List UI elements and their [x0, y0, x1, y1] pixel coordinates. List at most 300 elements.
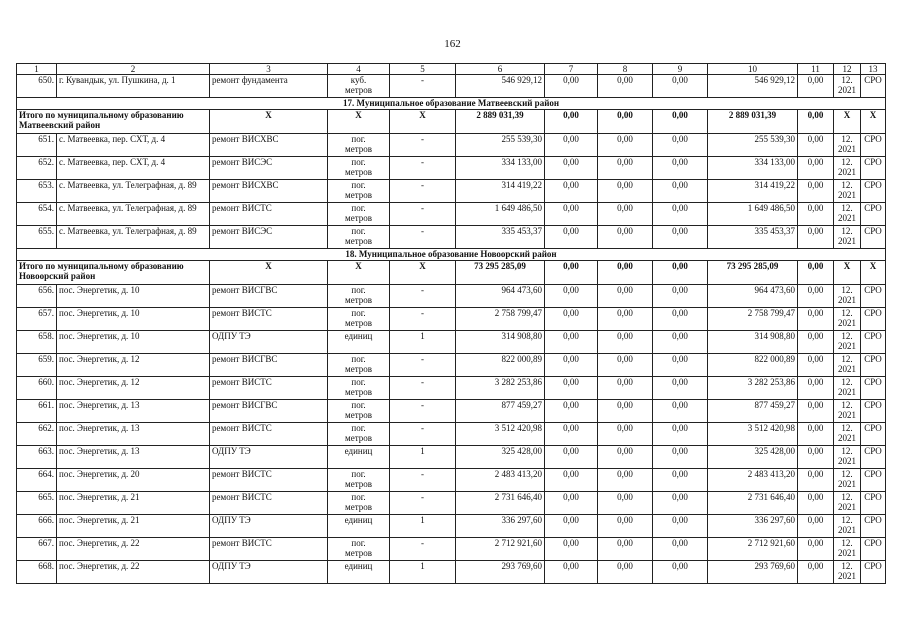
cost-col10: 335 453,37 — [708, 226, 798, 249]
cost-col10: 2 758 799,47 — [708, 308, 798, 331]
total-row — [17, 110, 886, 134]
unit — [328, 377, 390, 400]
work-type: ремонт ВИСЭС — [210, 157, 328, 180]
funding-source: СРО — [861, 157, 886, 180]
funding-source: СРО — [861, 134, 886, 157]
amount-zero: 0,00 — [653, 226, 708, 249]
term-line: 12. — [841, 354, 853, 364]
address: пос. Энергетик, д. 13 — [57, 400, 210, 423]
quantity: - — [390, 469, 456, 492]
unit — [328, 400, 390, 423]
cost-col10: 325 428,00 — [708, 446, 798, 469]
row-number: 650. — [17, 75, 57, 98]
amount-zero: 0,00 — [598, 203, 653, 226]
unit — [328, 157, 390, 180]
term-line: 2021 — [838, 341, 856, 351]
work-type: ремонт ВИСТС — [210, 492, 328, 515]
funding-source: СРО — [861, 561, 886, 584]
unit-line: метров — [345, 85, 372, 95]
amount-zero: 0,00 — [653, 561, 708, 584]
work-type: ОДПУ ТЭ — [210, 515, 328, 538]
total-amount-col10: 73 295 285,09 — [708, 261, 798, 285]
amount-zero: 0,00 — [545, 515, 598, 538]
column-number-row — [17, 64, 886, 75]
amount-zero: 0,00 — [653, 203, 708, 226]
page-number: 162 — [444, 38, 461, 50]
amount-zero: 0,00 — [545, 157, 598, 180]
total-cost: 546 929,12 — [456, 75, 545, 98]
table-row — [17, 134, 886, 157]
total-cost: 325 428,00 — [456, 446, 545, 469]
amount-zero: 0,00 — [653, 134, 708, 157]
amount-zero: 0,00 — [653, 75, 708, 98]
term-line: 2021 — [838, 213, 856, 223]
row-number: 655. — [17, 226, 57, 249]
term-line: 12. — [841, 180, 853, 190]
unit-line: единиц — [344, 515, 373, 525]
column-number-10: 10 — [708, 64, 798, 75]
funding-source: СРО — [861, 203, 886, 226]
term-line: 2021 — [838, 364, 856, 374]
row-number: 654. — [17, 203, 57, 226]
unit — [328, 423, 390, 446]
amount-zero: 0,00 — [545, 180, 598, 203]
term-line: 12. — [841, 446, 853, 456]
amount-zero: 0,00 — [598, 75, 653, 98]
unit-line: метров — [345, 167, 372, 177]
term-line: 12. — [841, 423, 853, 433]
amount-zero: 0,00 — [598, 285, 653, 308]
amount-zero: 0,00 — [598, 377, 653, 400]
amount-zero: 0,00 — [598, 180, 653, 203]
table-row — [17, 446, 886, 469]
total-cost: 314 908,80 — [456, 331, 545, 354]
work-type: ремонт ВИСТС — [210, 469, 328, 492]
total-cost: 2 731 646,40 — [456, 492, 545, 515]
table-row — [17, 400, 886, 423]
unit-line: куб. — [350, 75, 367, 85]
address: пос. Энергетик, д. 10 — [57, 308, 210, 331]
address: с. Матвеевка, ул. Телеграфная, д. 89 — [57, 226, 210, 249]
address: с. Матвеевка, пер. СХТ, д. 4 — [57, 134, 210, 157]
term-line: 12. — [841, 469, 853, 479]
column-number-2: 2 — [57, 64, 210, 75]
unit-line: пог. — [351, 469, 366, 479]
amount-zero: 0,00 — [798, 285, 834, 308]
total-cost: 255 539,30 — [456, 134, 545, 157]
unit-line: метров — [345, 236, 372, 246]
quantity: - — [390, 285, 456, 308]
row-number: 665. — [17, 492, 57, 515]
unit — [328, 446, 390, 469]
unit-line: пог. — [351, 492, 366, 502]
address: г. Кувандык, ул. Пушкина, д. 1 — [57, 75, 210, 98]
funding-source: СРО — [861, 308, 886, 331]
funding-source: СРО — [861, 75, 886, 98]
quantity: - — [390, 538, 456, 561]
total-cost: 335 453,37 — [456, 226, 545, 249]
amount-zero: 0,00 — [545, 308, 598, 331]
unit — [328, 180, 390, 203]
column-number-7: 7 — [545, 64, 598, 75]
completion-term — [834, 377, 861, 400]
quantity: - — [390, 180, 456, 203]
amount-zero: 0,00 — [545, 331, 598, 354]
amount-zero: 0,00 — [798, 423, 834, 446]
amount-zero: 0,00 — [598, 261, 653, 285]
row-number: 664. — [17, 469, 57, 492]
amount-zero: 0,00 — [653, 157, 708, 180]
amount-zero: 0,00 — [545, 261, 598, 285]
amount-zero: 0,00 — [545, 285, 598, 308]
unit-line: пог. — [351, 203, 366, 213]
amount-zero: 0,00 — [653, 180, 708, 203]
amount-zero: 0,00 — [798, 226, 834, 249]
amount-zero: 0,00 — [653, 377, 708, 400]
quantity: 1 — [390, 561, 456, 584]
completion-term — [834, 561, 861, 584]
term-line: 2021 — [838, 525, 856, 535]
amount-zero: 0,00 — [545, 561, 598, 584]
repair-schedule-table — [16, 63, 886, 584]
row-number: 659. — [17, 354, 57, 377]
amount-zero: 0,00 — [598, 331, 653, 354]
table-row — [17, 226, 886, 249]
table-row — [17, 308, 886, 331]
amount-zero: 0,00 — [798, 261, 834, 285]
section-heading-row — [17, 98, 886, 110]
column-number-3: 3 — [210, 64, 328, 75]
total-cost: 2 483 413,20 — [456, 469, 545, 492]
address: пос. Энергетик, д. 13 — [57, 446, 210, 469]
total-label: Итого по муниципальному образованию Новоорский район — [17, 261, 210, 285]
work-type: ремонт ВИСТС — [210, 538, 328, 561]
row-number: 658. — [17, 331, 57, 354]
funding-source: СРО — [861, 492, 886, 515]
section-title: 18. Муниципальное образование Новоорский район — [17, 249, 886, 261]
row-number: 667. — [17, 538, 57, 561]
term-line: 2021 — [838, 410, 856, 420]
total-cost: 3 282 253,86 — [456, 377, 545, 400]
quantity: - — [390, 377, 456, 400]
address: пос. Энергетик, д. 20 — [57, 469, 210, 492]
work-type: ремонт ВИСГВС — [210, 354, 328, 377]
funding-source: СРО — [861, 400, 886, 423]
completion-term — [834, 492, 861, 515]
row-number: 660. — [17, 377, 57, 400]
unit-line: метров — [345, 479, 372, 489]
total-cost: 314 419,22 — [456, 180, 545, 203]
cost-col10: 1 649 486,50 — [708, 203, 798, 226]
column-number-12: 12 — [834, 64, 861, 75]
amount-zero: 0,00 — [598, 469, 653, 492]
amount-zero: 0,00 — [545, 226, 598, 249]
unit-line: метров — [345, 144, 372, 154]
cost-col10: 3 512 420,98 — [708, 423, 798, 446]
column-number-5: 5 — [390, 64, 456, 75]
mark-x: Х — [328, 110, 390, 134]
address: пос. Энергетик, д. 10 — [57, 331, 210, 354]
quantity: 1 — [390, 446, 456, 469]
table-row — [17, 285, 886, 308]
table-row — [17, 538, 886, 561]
row-number: 657. — [17, 308, 57, 331]
term-line: 2021 — [838, 295, 856, 305]
table-row — [17, 203, 886, 226]
term-line: 2021 — [838, 571, 856, 581]
amount-zero: 0,00 — [653, 354, 708, 377]
term-line: 2021 — [838, 167, 856, 177]
row-number: 662. — [17, 423, 57, 446]
unit-line: пог. — [351, 538, 366, 548]
amount-zero: 0,00 — [798, 515, 834, 538]
amount-zero: 0,00 — [545, 492, 598, 515]
term-line: 12. — [841, 561, 853, 571]
mark-x: Х — [834, 110, 861, 134]
amount-zero: 0,00 — [798, 400, 834, 423]
amount-zero: 0,00 — [545, 377, 598, 400]
quantity: - — [390, 400, 456, 423]
amount-zero: 0,00 — [653, 423, 708, 446]
row-number: 663. — [17, 446, 57, 469]
term-line: 12. — [841, 331, 853, 341]
completion-term — [834, 226, 861, 249]
quantity: - — [390, 75, 456, 98]
work-type: ремонт ВИСГВС — [210, 285, 328, 308]
unit — [328, 75, 390, 98]
work-type: ремонт ВИСТС — [210, 377, 328, 400]
total-amount-col10: 2 889 031,39 — [708, 110, 798, 134]
unit-line: метров — [345, 364, 372, 374]
work-type: ремонт ВИСХВС — [210, 180, 328, 203]
term-line: 2021 — [838, 236, 856, 246]
amount-zero: 0,00 — [653, 400, 708, 423]
funding-source: СРО — [861, 285, 886, 308]
amount-zero: 0,00 — [545, 354, 598, 377]
completion-term — [834, 515, 861, 538]
amount-zero: 0,00 — [653, 331, 708, 354]
total-cost: 336 297,60 — [456, 515, 545, 538]
mark-x: Х — [390, 261, 456, 285]
unit — [328, 285, 390, 308]
unit — [328, 469, 390, 492]
amount-zero: 0,00 — [798, 308, 834, 331]
table-row — [17, 492, 886, 515]
address: пос. Энергетик, д. 12 — [57, 354, 210, 377]
total-cost: 877 459,27 — [456, 400, 545, 423]
cost-col10: 314 419,22 — [708, 180, 798, 203]
cost-col10: 3 282 253,86 — [708, 377, 798, 400]
cost-col10: 255 539,30 — [708, 134, 798, 157]
work-type: ОДПУ ТЭ — [210, 331, 328, 354]
mark-x: Х — [861, 261, 886, 285]
completion-term — [834, 157, 861, 180]
term-line: 2021 — [838, 433, 856, 443]
unit-line: пог. — [351, 354, 366, 364]
table-row — [17, 180, 886, 203]
work-type: ОДПУ ТЭ — [210, 446, 328, 469]
unit-line: метров — [345, 410, 372, 420]
amount-zero: 0,00 — [798, 134, 834, 157]
table-row — [17, 354, 886, 377]
unit-line: метров — [345, 318, 372, 328]
funding-source: СРО — [861, 377, 886, 400]
term-line: 2021 — [838, 479, 856, 489]
term-line: 12. — [841, 538, 853, 548]
quantity: - — [390, 354, 456, 377]
amount-zero: 0,00 — [598, 354, 653, 377]
row-number: 651. — [17, 134, 57, 157]
amount-zero: 0,00 — [653, 515, 708, 538]
unit-line: единиц — [344, 331, 373, 341]
funding-source: СРО — [861, 331, 886, 354]
address: пос. Энергетик, д. 21 — [57, 492, 210, 515]
amount-zero: 0,00 — [798, 180, 834, 203]
quantity: - — [390, 134, 456, 157]
amount-zero: 0,00 — [545, 110, 598, 134]
total-cost: 334 133,00 — [456, 157, 545, 180]
term-line: 12. — [841, 377, 853, 387]
mark-x: Х — [390, 110, 456, 134]
completion-term — [834, 75, 861, 98]
amount-zero: 0,00 — [798, 469, 834, 492]
unit-line: пог. — [351, 423, 366, 433]
row-number: 653. — [17, 180, 57, 203]
unit-line: метров — [345, 387, 372, 397]
amount-zero: 0,00 — [598, 226, 653, 249]
amount-zero: 0,00 — [598, 134, 653, 157]
amount-zero: 0,00 — [598, 423, 653, 446]
term-line: 12. — [841, 308, 853, 318]
mark-x: Х — [834, 261, 861, 285]
table-row — [17, 157, 886, 180]
amount-zero: 0,00 — [545, 134, 598, 157]
completion-term — [834, 134, 861, 157]
cost-col10: 964 473,60 — [708, 285, 798, 308]
unit-line: метров — [345, 190, 372, 200]
unit-line: метров — [345, 548, 372, 558]
amount-zero: 0,00 — [545, 446, 598, 469]
cost-col10: 546 929,12 — [708, 75, 798, 98]
work-type: ОДПУ ТЭ — [210, 561, 328, 584]
completion-term — [834, 400, 861, 423]
cost-col10: 2 483 413,20 — [708, 469, 798, 492]
amount-zero: 0,00 — [598, 400, 653, 423]
term-line: 12. — [841, 134, 853, 144]
cost-col10: 334 133,00 — [708, 157, 798, 180]
unit — [328, 515, 390, 538]
unit-line: единиц — [344, 561, 373, 571]
work-type: ремонт ВИСТС — [210, 203, 328, 226]
table-row — [17, 423, 886, 446]
term-line: 2021 — [838, 318, 856, 328]
amount-zero: 0,00 — [653, 308, 708, 331]
amount-zero: 0,00 — [798, 75, 834, 98]
row-number: 661. — [17, 400, 57, 423]
cost-col10: 336 297,60 — [708, 515, 798, 538]
quantity: - — [390, 492, 456, 515]
unit-line: пог. — [351, 400, 366, 410]
total-label: Итого по муниципальному образованию Матвеевский район — [17, 110, 210, 134]
term-line: 2021 — [838, 548, 856, 558]
cost-col10: 877 459,27 — [708, 400, 798, 423]
unit — [328, 561, 390, 584]
work-type: ремонт ВИСГВС — [210, 400, 328, 423]
completion-term — [834, 180, 861, 203]
work-type: ремонт фундамента — [210, 75, 328, 98]
work-type: ремонт ВИСТС — [210, 423, 328, 446]
address: пос. Энергетик, д. 10 — [57, 285, 210, 308]
table-row — [17, 377, 886, 400]
unit-line: метров — [345, 295, 372, 305]
completion-term — [834, 354, 861, 377]
unit — [328, 492, 390, 515]
unit — [328, 203, 390, 226]
completion-term — [834, 308, 861, 331]
term-line: 12. — [841, 203, 853, 213]
unit-line: пог. — [351, 157, 366, 167]
completion-term — [834, 538, 861, 561]
amount-zero: 0,00 — [798, 538, 834, 561]
term-line: 2021 — [838, 190, 856, 200]
unit-line: метров — [345, 213, 372, 223]
table-row — [17, 469, 886, 492]
row-number: 668. — [17, 561, 57, 584]
completion-term — [834, 203, 861, 226]
section-title: 17. Муниципальное образование Матвеевский район — [17, 98, 886, 110]
row-number: 652. — [17, 157, 57, 180]
amount-zero: 0,00 — [798, 331, 834, 354]
term-line: 12. — [841, 226, 853, 236]
unit-line: пог. — [351, 285, 366, 295]
funding-source: СРО — [861, 354, 886, 377]
total-cost: 293 769,60 — [456, 561, 545, 584]
unit-line: пог. — [351, 134, 366, 144]
total-row — [17, 261, 886, 285]
term-line: 2021 — [838, 85, 856, 95]
total-cost: 2 758 799,47 — [456, 308, 545, 331]
quantity: 1 — [390, 331, 456, 354]
address: с. Матвеевка, ул. Телеграфная, д. 89 — [57, 180, 210, 203]
amount-zero: 0,00 — [798, 377, 834, 400]
table-body — [17, 64, 886, 584]
amount-zero: 0,00 — [653, 285, 708, 308]
funding-source: СРО — [861, 469, 886, 492]
mark-x: Х — [210, 261, 328, 285]
address: с. Матвеевка, ул. Телеграфная, д. 89 — [57, 203, 210, 226]
table-row — [17, 75, 886, 98]
mark-x: Х — [328, 261, 390, 285]
unit — [328, 226, 390, 249]
table-row — [17, 331, 886, 354]
funding-source: СРО — [861, 226, 886, 249]
amount-zero: 0,00 — [798, 157, 834, 180]
total-amount: 73 295 285,09 — [456, 261, 545, 285]
unit — [328, 134, 390, 157]
table-row — [17, 561, 886, 584]
funding-source: СРО — [861, 538, 886, 561]
amount-zero: 0,00 — [598, 561, 653, 584]
completion-term — [834, 446, 861, 469]
address: с. Матвеевка, пер. СХТ, д. 4 — [57, 157, 210, 180]
term-line: 2021 — [838, 456, 856, 466]
completion-term — [834, 331, 861, 354]
amount-zero: 0,00 — [598, 157, 653, 180]
unit-line: метров — [345, 433, 372, 443]
column-number-8: 8 — [598, 64, 653, 75]
quantity: 1 — [390, 515, 456, 538]
cost-col10: 2 712 921,60 — [708, 538, 798, 561]
